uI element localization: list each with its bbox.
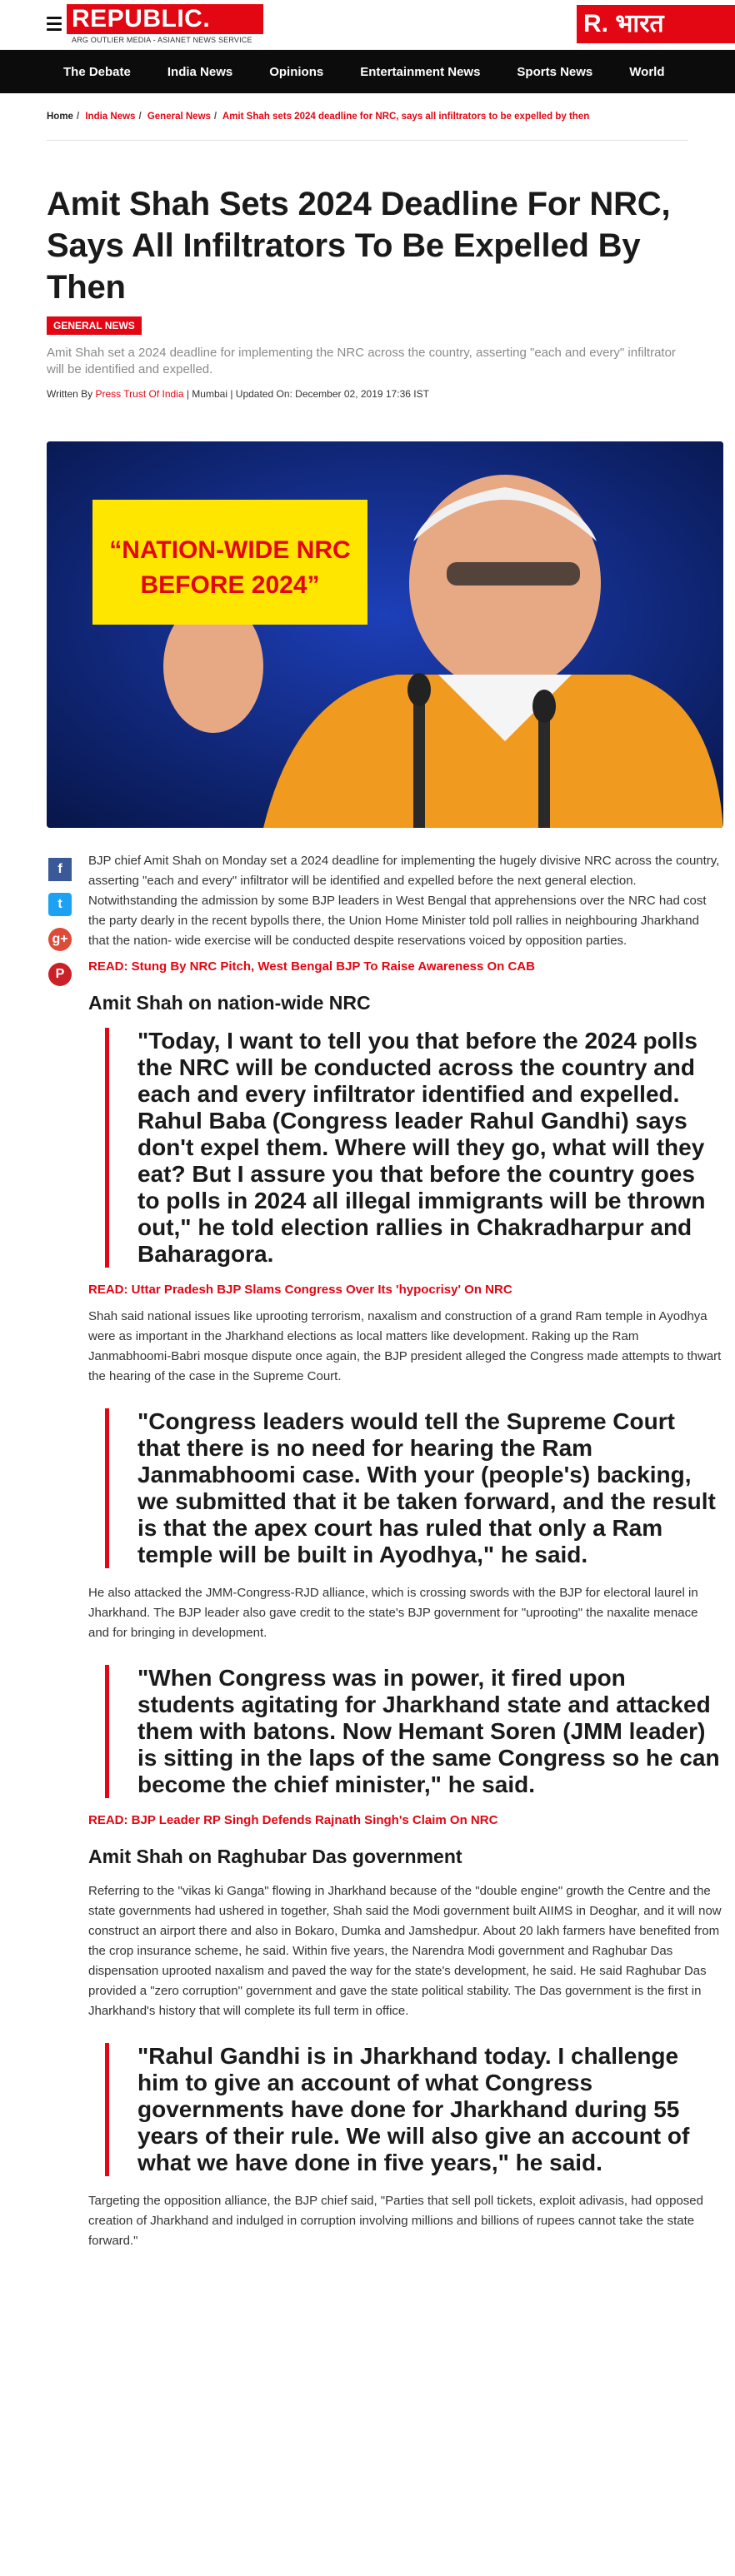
article-summary: Amit Shah set a 2024 deadline for implementing the NRC across the country, asserting "each and every" infiltrator will be identified and expelled. — [47, 346, 676, 376]
breadcrumb-current[interactable]: Amit Shah sets 2024 deadline for NRC, says all infiltrators to be expelled by then — [222, 112, 590, 122]
republic-bharat-logo[interactable]: R. भारत — [577, 5, 735, 43]
nav-item-sports-news[interactable]: Sports News — [517, 64, 593, 79]
paragraph: Targeting the opposition alliance, the BJP chief said, "Parties that sell poll tickets, exploit adivasis, had opposed creation of Jharkhand and indulged in corruption involving millions and billions of rupees cannot take the state forward." — [88, 2194, 703, 2248]
facebook-icon[interactable]: f — [48, 858, 72, 881]
top-header — [0, 0, 735, 50]
read-link[interactable]: READ: Uttar Pradesh BJP Slams Congress Over Its 'hypocrisy' On NRC — [88, 1283, 512, 1297]
author-link[interactable]: Press Trust Of India — [95, 388, 184, 400]
hero-image — [47, 441, 723, 828]
nav-item-the-debate[interactable]: The Debate — [63, 64, 131, 79]
main-nav — [0, 50, 735, 93]
breadcrumb-india-news[interactable]: India News — [85, 112, 136, 122]
republic-logo[interactable] — [67, 4, 263, 46]
paragraph: Shah said national issues like uprooting terrorism, naxalism and construction of a grand Ram temple in Ayodhya were as important in the Jharkhand elections as local matters like development. Raking up the Ram Janmabhoomi-Babri mosque dispute once again, the BJP president alleged the Congress made attempts to thwart the hearing of the case in the Supreme Court. — [88, 1309, 722, 1383]
byline — [47, 388, 688, 400]
logo-text: REPUBLIC. — [67, 4, 263, 34]
nav-item-india-news[interactable]: India News — [167, 64, 233, 79]
nav-item-opinions[interactable]: Opinions — [269, 64, 324, 79]
read-link[interactable]: READ: BJP Leader RP Singh Defends Rajnath Singh's Claim On NRC — [88, 1813, 498, 1827]
article-header — [47, 183, 688, 400]
category-badge[interactable]: GENERAL NEWS — [47, 316, 142, 335]
hero-illustration — [47, 441, 723, 828]
breadcrumb-general-news[interactable]: General News — [147, 112, 211, 122]
byline-prefix: Written By — [47, 388, 93, 400]
social-share — [48, 858, 73, 998]
nav-item-world[interactable]: World — [629, 64, 665, 79]
svg-text:BEFORE 2024”: BEFORE 2024” — [140, 571, 320, 599]
byline-meta: | Mumbai | Updated On: December 02, 2019 17:36 IST — [186, 388, 429, 400]
read-link[interactable]: READ: Stung By NRC Pitch, West Bengal BJP To Raise Awareness On CAB — [88, 959, 535, 974]
subheading: Amit Shah on Raghubar Das government — [88, 1846, 462, 1867]
breadcrumb-home[interactable]: Home — [47, 112, 73, 122]
page-title: Amit Shah Sets 2024 Deadline For NRC, Says All Infiltrators To Be Expelled By Then — [47, 186, 671, 306]
nav-item-entertainment-news[interactable]: Entertainment News — [360, 64, 481, 79]
paragraph: BJP chief Amit Shah on Monday set a 2024 deadline for implementing the hugely divisive NRC across the country, asserting "each and every" infiltrator will be identified and expelled before the next general election. Notwithstanding the admission by some BJP leaders in West Bengal that apprehensions over the NRC had cost the party dearly in the recent bypolls there, the Union Home Minister told poll rallies in neighbouring Jharkhand that the nation- wide exercise will be conducted despite reservations voiced by opposition parties. — [88, 854, 720, 948]
pull-quote: "Today, I want to tell you that before the 2024 polls the NRC will be conducted across the country and each and every infiltrator identified and expelled. Rahul Baba (Congress leader Rahul Gandhi) says don't expel them. Where will they go, what will they eat? But I assure you that before the country goes to polls in 2024 all illegal immigrants will be thrown out," he told election rallies in Chakradharpur and Baharagora. — [105, 1028, 722, 1268]
breadcrumb-divider — [47, 140, 688, 141]
article-body — [88, 851, 722, 2251]
pull-quote: "Rahul Gandhi is in Jharkhand today. I challenge him to give an account of what Congress governments have done for Jharkhand during 55 years of their rule. We will also give an account of what we have done in five years," he said. — [105, 2043, 722, 2176]
pinterest-icon[interactable]: P — [48, 963, 72, 986]
google-plus-icon[interactable]: g+ — [48, 928, 72, 951]
twitter-icon[interactable]: t — [48, 893, 72, 916]
menu-icon[interactable] — [47, 17, 62, 30]
subheading: Amit Shah on nation-wide NRC — [88, 992, 371, 1014]
svg-text:“NATION-WIDE NRC: “NATION-WIDE NRC — [109, 536, 351, 564]
pull-quote: "When Congress was in power, it fired upon students agitating for Jharkhand state and attacked them with batons. Now Hemant Soren (JMM leader) is sitting in the laps of the same Congress so he can become the chief minister," he said. — [105, 1665, 722, 1798]
paragraph: Referring to the "vikas ki Ganga" flowing in Jharkhand because of the "double engine" growth the Centre and the state governments had ushered in together, Shah said the Modi government built AIIMS in Deoghar, and it will now construct an airport there and also in Bokaro, Dumka and Jamshedpur. About 20 lakh farmers have benefited from the crop insurance scheme, he said. Within five years, the Narendra Modi government and Raghubar Das dispensation uprooted naxalism and paved the way for the state's development, he said. He said Raghubar Das provided a "zero corruption" government and gave the state political stability. The Das government is the first in Jharkhand's history that will complete its full term in office. — [88, 1884, 722, 2018]
paragraph: He also attacked the JMM-Congress-RJD alliance, which is crossing swords with the BJP for electoral laurel in Jharkhand. The BJP leader also gave credit to the state's BJP government for "uprooting" the naxalite menace and for bringing in development. — [88, 1586, 698, 1640]
breadcrumb: Home / India News / General News / Amit Shah sets 2024 deadline for NRC, says all infiltrators to be expelled by then — [47, 112, 590, 122]
logo-subtext: ARG OUTLIER MEDIA - ASIANET NEWS SERVICE — [72, 36, 252, 44]
pull-quote: "Congress leaders would tell the Supreme Court that there is no need for hearing the Ram Janmabhoomi case. With your (people's) backing, we submitted that it be taken forward, and the result is that the apex court has ruled that only a Ram temple will be built in Ayodhya," he said. — [105, 1408, 722, 1568]
